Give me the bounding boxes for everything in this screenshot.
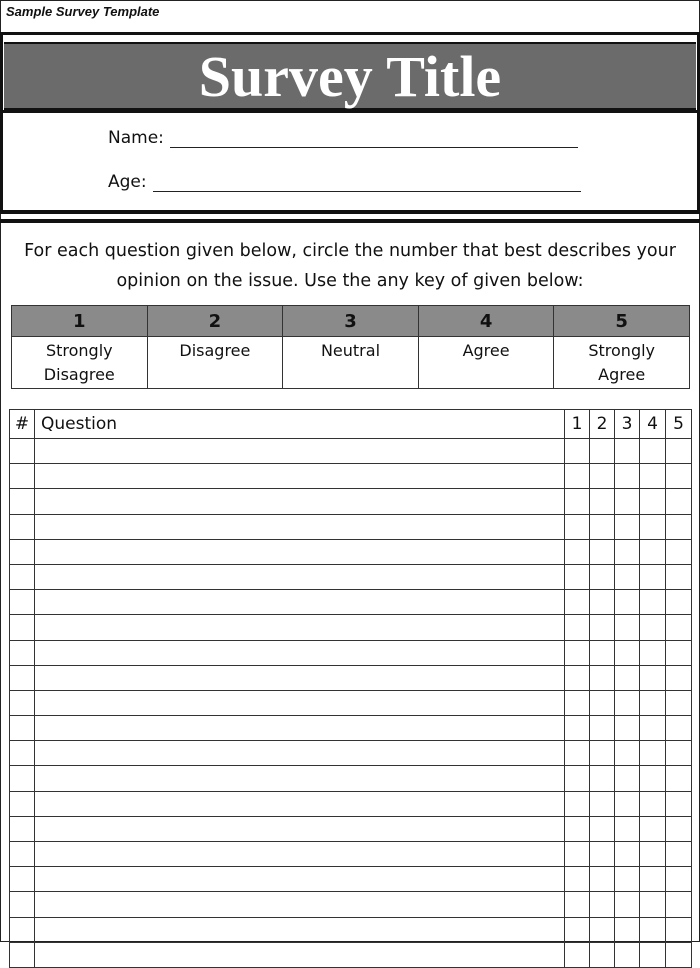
table-row xyxy=(10,690,692,715)
question-cell[interactable] xyxy=(35,716,565,741)
rating-cell[interactable] xyxy=(640,539,666,564)
rating-cell[interactable] xyxy=(615,439,640,464)
question-cell[interactable] xyxy=(35,690,565,715)
rating-cell[interactable] xyxy=(666,741,692,766)
rating-cell[interactable] xyxy=(640,716,666,741)
table-row xyxy=(10,489,692,514)
rating-cell[interactable] xyxy=(615,917,640,942)
question-cell[interactable] xyxy=(35,867,565,892)
left-border xyxy=(0,34,3,212)
rating-cell[interactable] xyxy=(666,489,692,514)
rating-cell[interactable] xyxy=(640,564,666,589)
row-index-cell xyxy=(10,590,35,615)
rating-cell[interactable] xyxy=(640,439,666,464)
age-label: Age: xyxy=(108,172,147,192)
question-table xyxy=(9,409,692,968)
key-label xyxy=(554,337,690,389)
rating-cell[interactable] xyxy=(565,615,590,640)
age-input-line[interactable] xyxy=(153,177,581,192)
row-index-cell xyxy=(10,917,35,942)
rating-cell[interactable] xyxy=(615,766,640,791)
rating-cell[interactable] xyxy=(565,892,590,917)
title-banner xyxy=(4,42,696,110)
table-row xyxy=(10,539,692,564)
rating-cell[interactable] xyxy=(590,439,615,464)
table-row xyxy=(10,842,692,867)
rating-cell[interactable] xyxy=(590,892,615,917)
index-header: # xyxy=(10,410,35,439)
rating-cell[interactable] xyxy=(615,741,640,766)
rating-cell[interactable] xyxy=(640,741,666,766)
rating-cell[interactable] xyxy=(615,665,640,690)
rating-cell[interactable] xyxy=(640,917,666,942)
rating-cell[interactable] xyxy=(615,640,640,665)
row-index-cell xyxy=(10,791,35,816)
rating-cell[interactable] xyxy=(565,665,590,690)
question-cell[interactable] xyxy=(35,842,565,867)
key-number: 4 xyxy=(418,306,554,337)
rating-cell[interactable] xyxy=(590,917,615,942)
row-index-cell xyxy=(10,564,35,589)
rating-cell[interactable] xyxy=(640,892,666,917)
rating-cell[interactable] xyxy=(666,842,692,867)
row-index-cell xyxy=(10,539,35,564)
rating-cell[interactable] xyxy=(666,766,692,791)
table-row xyxy=(10,514,692,539)
row-index-cell xyxy=(10,842,35,867)
question-cell[interactable] xyxy=(35,564,565,589)
rating-cell[interactable] xyxy=(615,564,640,589)
rating-cell[interactable] xyxy=(615,464,640,489)
rating-cell[interactable] xyxy=(666,640,692,665)
rating-cell[interactable] xyxy=(565,867,590,892)
key-number-row xyxy=(12,306,690,337)
row-index-cell xyxy=(10,690,35,715)
rating-cell[interactable] xyxy=(666,942,692,967)
row-index-cell xyxy=(10,640,35,665)
rating-cell[interactable] xyxy=(640,640,666,665)
rating-cell[interactable] xyxy=(590,716,615,741)
rating-cell[interactable] xyxy=(640,615,666,640)
question-cell[interactable] xyxy=(35,439,565,464)
template-tag: Sample Survey Template xyxy=(6,4,160,19)
rating-cell[interactable] xyxy=(565,942,590,967)
rating-cell[interactable] xyxy=(565,489,590,514)
row-index-cell xyxy=(10,867,35,892)
rating-cell[interactable] xyxy=(615,590,640,615)
rating-cell[interactable] xyxy=(565,514,590,539)
row-index-cell xyxy=(10,716,35,741)
question-cell[interactable] xyxy=(35,665,565,690)
rating-cell[interactable] xyxy=(590,464,615,489)
question-cell[interactable] xyxy=(35,640,565,665)
rating-header: 5 xyxy=(666,410,692,439)
rating-cell[interactable] xyxy=(640,766,666,791)
key-number: 1 xyxy=(12,306,148,337)
rating-cell[interactable] xyxy=(615,942,640,967)
row-index-cell xyxy=(10,439,35,464)
question-cell[interactable] xyxy=(35,766,565,791)
rating-cell[interactable] xyxy=(565,716,590,741)
table-row xyxy=(10,892,692,917)
question-cell[interactable] xyxy=(35,942,565,967)
rating-cell[interactable] xyxy=(565,766,590,791)
row-index-cell xyxy=(10,892,35,917)
rating-cell[interactable] xyxy=(640,942,666,967)
key-label-row xyxy=(12,337,690,389)
row-index-cell xyxy=(10,665,35,690)
rating-cell[interactable] xyxy=(640,489,666,514)
rating-cell[interactable] xyxy=(590,791,615,816)
rating-cell[interactable] xyxy=(590,942,615,967)
rating-cell[interactable] xyxy=(565,842,590,867)
key-label-text: Strongly Disagree xyxy=(43,341,115,384)
table-row xyxy=(10,791,692,816)
rating-cell[interactable] xyxy=(590,489,615,514)
rating-cell[interactable] xyxy=(565,564,590,589)
rating-cell[interactable] xyxy=(640,690,666,715)
key-label-text: Strongly Agree xyxy=(588,341,656,384)
key-number: 2 xyxy=(147,306,283,337)
rating-cell[interactable] xyxy=(590,842,615,867)
rating-cell[interactable] xyxy=(590,640,615,665)
rating-cell[interactable] xyxy=(615,690,640,715)
rating-header: 1 xyxy=(565,410,590,439)
rating-cell[interactable] xyxy=(590,564,615,589)
rating-cell[interactable] xyxy=(590,816,615,841)
rating-cell[interactable] xyxy=(615,489,640,514)
rating-cell[interactable] xyxy=(565,640,590,665)
table-row xyxy=(10,917,692,942)
rating-cell[interactable] xyxy=(565,464,590,489)
age-field[interactable] xyxy=(108,172,581,192)
rating-cell[interactable] xyxy=(565,816,590,841)
table-row xyxy=(10,640,692,665)
rating-cell[interactable] xyxy=(666,917,692,942)
rating-cell[interactable] xyxy=(590,539,615,564)
table-row xyxy=(10,867,692,892)
question-cell[interactable] xyxy=(35,816,565,841)
rating-cell[interactable] xyxy=(666,892,692,917)
question-cell[interactable] xyxy=(35,590,565,615)
row-index-cell xyxy=(10,766,35,791)
key-number: 3 xyxy=(283,306,419,337)
rating-cell[interactable] xyxy=(666,464,692,489)
rating-key-table xyxy=(11,305,690,389)
key-label: Disagree xyxy=(147,337,283,389)
question-header: Question xyxy=(35,410,565,439)
rating-cell[interactable] xyxy=(565,917,590,942)
rating-cell[interactable] xyxy=(640,590,666,615)
name-label: Name: xyxy=(108,128,164,148)
rating-cell[interactable] xyxy=(590,690,615,715)
key-label xyxy=(12,337,148,389)
rating-cell[interactable] xyxy=(666,539,692,564)
key-label: Neutral xyxy=(283,337,419,389)
question-table-header xyxy=(10,410,692,439)
section-divider-top xyxy=(0,210,700,214)
rating-cell[interactable] xyxy=(590,766,615,791)
rating-cell[interactable] xyxy=(565,439,590,464)
rating-cell[interactable] xyxy=(666,665,692,690)
rating-cell[interactable] xyxy=(565,539,590,564)
question-cell[interactable] xyxy=(35,464,565,489)
rating-cell[interactable] xyxy=(640,816,666,841)
table-row xyxy=(10,716,692,741)
row-index-cell xyxy=(10,464,35,489)
row-index-cell xyxy=(10,816,35,841)
question-cell[interactable] xyxy=(35,892,565,917)
question-cell[interactable] xyxy=(35,539,565,564)
rating-cell[interactable] xyxy=(615,514,640,539)
question-cell[interactable] xyxy=(35,917,565,942)
key-number: 5 xyxy=(554,306,690,337)
instructions-text: For each question given below, circle the number that best describes your opinion on the issue. Use the any key of given below: xyxy=(24,241,676,291)
key-label: Agree xyxy=(418,337,554,389)
table-row xyxy=(10,439,692,464)
rating-header: 2 xyxy=(590,410,615,439)
rating-cell[interactable] xyxy=(615,816,640,841)
table-row xyxy=(10,741,692,766)
table-row xyxy=(10,816,692,841)
table-row xyxy=(10,615,692,640)
rating-cell[interactable] xyxy=(666,514,692,539)
rating-cell[interactable] xyxy=(590,514,615,539)
rating-cell[interactable] xyxy=(615,892,640,917)
rating-cell[interactable] xyxy=(666,564,692,589)
rating-cell[interactable] xyxy=(590,867,615,892)
name-field[interactable] xyxy=(108,128,578,148)
table-row xyxy=(10,942,692,967)
title-divider xyxy=(0,110,700,113)
header-divider xyxy=(0,32,700,35)
row-index-cell xyxy=(10,942,35,967)
rating-cell[interactable] xyxy=(615,842,640,867)
row-index-cell xyxy=(10,741,35,766)
rating-cell[interactable] xyxy=(615,615,640,640)
rating-cell[interactable] xyxy=(640,842,666,867)
rating-cell[interactable] xyxy=(565,741,590,766)
table-row xyxy=(10,464,692,489)
rating-cell[interactable] xyxy=(666,791,692,816)
rating-cell[interactable] xyxy=(640,464,666,489)
rating-cell[interactable] xyxy=(615,867,640,892)
rating-cell[interactable] xyxy=(640,791,666,816)
table-row xyxy=(10,766,692,791)
question-cell[interactable] xyxy=(35,514,565,539)
rating-cell[interactable] xyxy=(565,590,590,615)
rating-cell[interactable] xyxy=(615,716,640,741)
rating-header: 4 xyxy=(640,410,666,439)
rating-cell[interactable] xyxy=(615,791,640,816)
survey-title: Survey Title xyxy=(198,43,502,109)
rating-cell[interactable] xyxy=(590,741,615,766)
question-cell[interactable] xyxy=(35,615,565,640)
rating-cell[interactable] xyxy=(615,539,640,564)
rating-cell[interactable] xyxy=(590,615,615,640)
rating-cell[interactable] xyxy=(666,439,692,464)
question-cell[interactable] xyxy=(35,791,565,816)
question-cell[interactable] xyxy=(35,741,565,766)
rating-header: 3 xyxy=(615,410,640,439)
rating-cell[interactable] xyxy=(666,716,692,741)
rating-cell[interactable] xyxy=(565,791,590,816)
section-divider-bottom xyxy=(0,219,700,223)
rating-cell[interactable] xyxy=(666,690,692,715)
row-index-cell xyxy=(10,514,35,539)
rating-cell[interactable] xyxy=(640,867,666,892)
question-cell[interactable] xyxy=(35,489,565,514)
rating-cell[interactable] xyxy=(666,867,692,892)
table-row xyxy=(10,564,692,589)
rating-cell[interactable] xyxy=(590,590,615,615)
rating-cell[interactable] xyxy=(640,665,666,690)
rating-cell[interactable] xyxy=(666,816,692,841)
rating-cell[interactable] xyxy=(666,590,692,615)
table-row xyxy=(10,665,692,690)
rating-cell[interactable] xyxy=(640,514,666,539)
table-row xyxy=(10,590,692,615)
rating-cell[interactable] xyxy=(590,665,615,690)
question-table-body xyxy=(10,439,692,968)
name-input-line[interactable] xyxy=(170,133,578,148)
row-index-cell xyxy=(10,489,35,514)
row-index-cell xyxy=(10,615,35,640)
rating-cell[interactable] xyxy=(565,690,590,715)
rating-cell[interactable] xyxy=(666,615,692,640)
